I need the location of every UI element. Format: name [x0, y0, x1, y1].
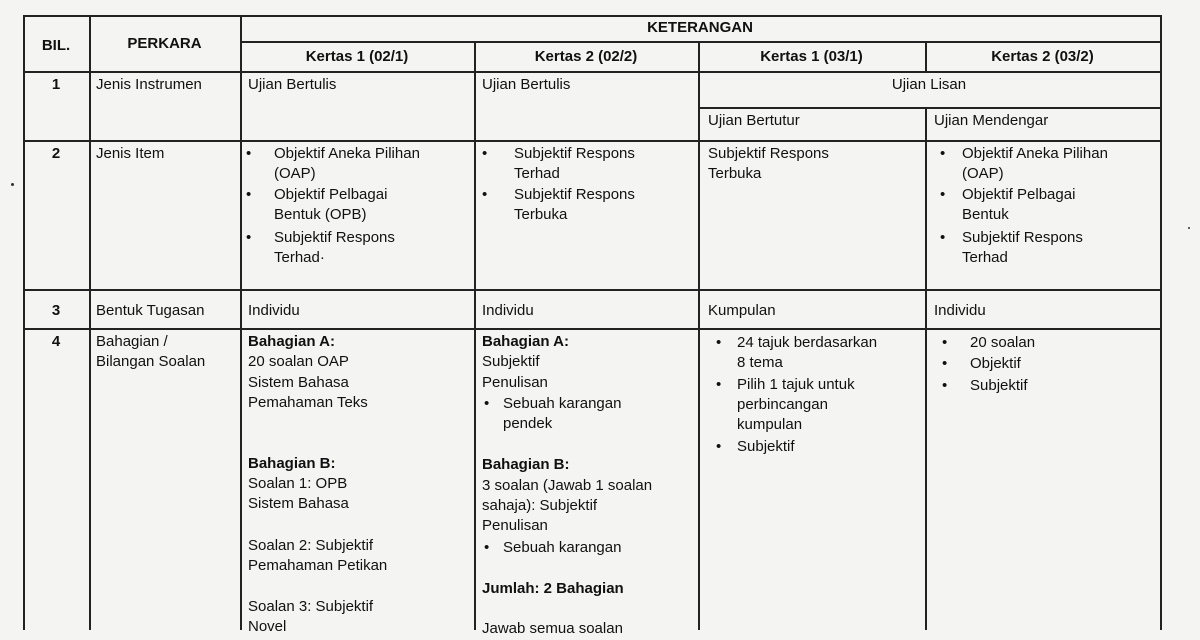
row4-k1-s2-line1: Soalan 2: Subjektif [248, 537, 374, 554]
row2-k1-item2-line2: Bentuk (OPB) [274, 206, 367, 223]
row1-bertutur: Ujian Bertutur [708, 112, 800, 129]
row1-perkara: Jenis Instrumen [96, 76, 202, 93]
keterangan-divider [240, 41, 1160, 43]
scan-speck [11, 183, 14, 186]
k1-col-border-top [474, 41, 476, 630]
row2-k4-item1-line2: (OAP) [962, 165, 1004, 182]
row1-lisan: Ujian Lisan [891, 76, 967, 93]
row2-k4-item3-line1: Subjektif Respons [962, 229, 1083, 246]
row4-k1-s3-line1: Soalan 3: Subjektif [248, 598, 374, 615]
row1-bottom-border [23, 140, 1160, 142]
row3-k1: Individu [248, 302, 300, 319]
row2-k4-item2-line1: Objektif Pelbagai [962, 186, 1076, 203]
lisan-divider [698, 107, 1160, 109]
header-col-k2: Kertas 2 (02/2) [534, 48, 638, 65]
table-top-border [23, 15, 1160, 17]
row4-k2-tail: Jawab semua soalan [482, 620, 623, 637]
header-perkara: PERKARA [127, 35, 202, 52]
row2-k2-item1-line2: Terhad [514, 165, 560, 182]
row3-perkara: Bentuk Tugasan [96, 302, 205, 319]
row2-k1-item3-line1: Subjektif Respons [274, 229, 395, 246]
row4-k4-item3: Subjektif [970, 377, 1028, 394]
bullet-icon: • [940, 145, 946, 162]
row4-k3-item2-line1: Pilih 1 tajuk untuk [737, 376, 855, 393]
header-bottom-border [23, 71, 1160, 73]
row4-k1-b-head: Bahagian B: [248, 455, 336, 472]
k3-col-border-body [925, 107, 927, 630]
row4-k3-item2-line3: kumpulan [737, 416, 803, 433]
bullet-icon: • [942, 355, 948, 372]
row4-k2-a-bullet-line2: pendek [503, 415, 553, 432]
row1-k1: Ujian Bertulis [248, 76, 337, 93]
bullet-icon: • [482, 145, 488, 162]
row4-k2-a-line2: Penulisan [482, 374, 548, 391]
row2-number: 2 [51, 145, 61, 162]
row4-k3-item3-line1: Subjektif [737, 438, 795, 455]
bullet-icon: • [942, 334, 948, 351]
row4-k1-a-line3: Pemahaman Teks [248, 394, 368, 411]
bullet-icon: • [716, 438, 722, 455]
row4-k2-a-bullet-line1: Sebuah karangan [503, 395, 622, 412]
row4-k4-item2: Objektif [970, 355, 1021, 372]
row4-number: 4 [51, 333, 61, 350]
table-right-border [1160, 15, 1162, 630]
table-left-border [23, 15, 25, 630]
row4-k1-a-line1: 20 soalan OAP [248, 353, 349, 370]
row4-k1-b-line2: Sistem Bahasa [248, 495, 349, 512]
row4-k4-item1: 20 soalan [970, 334, 1036, 351]
row2-k1-item1-line2: (OAP) [274, 165, 316, 182]
row2-bottom-border [23, 289, 1160, 291]
row4-k2-b-line1: 3 soalan (Jawab 1 soalan [482, 477, 653, 494]
bullet-icon: • [484, 395, 490, 412]
bullet-icon: • [246, 145, 252, 162]
row1-number: 1 [51, 76, 61, 93]
row2-k4-item2-line2: Bentuk [962, 206, 1009, 223]
row4-k2-b-line2: sahaja): Subjektif [482, 497, 598, 514]
k2-col-border-top [698, 41, 700, 630]
bil-col-border [89, 15, 91, 630]
row2-k1-item3-line2: Terhad· [274, 249, 325, 266]
row2-k3-line1: Subjektif Respons [708, 145, 829, 162]
row1-mendengar: Ujian Mendengar [934, 112, 1049, 129]
header-col-k3: Kertas 1 (03/1) [760, 48, 863, 65]
row4-k3-item1-line1: 24 tajuk berdasarkan [737, 334, 878, 351]
row4-perkara-line2: Bilangan Soalan [96, 353, 206, 370]
row4-k1-a-line2: Sistem Bahasa [248, 374, 349, 391]
bullet-icon: • [246, 229, 252, 246]
row2-k4-item3-line2: Terhad [962, 249, 1008, 266]
row4-perkara-line1: Bahagian / [96, 333, 168, 350]
scan-speck [1188, 227, 1190, 229]
row2-perkara: Jenis Item [96, 145, 165, 162]
row4-k3-item1-line2: 8 tema [737, 354, 783, 371]
row2-k1-item1-line1: Objektif Aneka Pilihan [274, 145, 420, 162]
bullet-icon: • [716, 376, 722, 393]
bullet-icon: • [484, 539, 490, 556]
row4-k2-b-line3: Penulisan [482, 517, 548, 534]
row4-k1-s3-line2: Novel [248, 618, 287, 635]
bullet-icon: • [940, 229, 946, 246]
row4-k2-b-bullet: Sebuah karangan [503, 539, 622, 556]
perkara-col-border [240, 15, 242, 630]
header-col-k4: Kertas 2 (03/2) [991, 48, 1094, 65]
bullet-icon: • [940, 186, 946, 203]
bullet-icon: • [942, 377, 948, 394]
row3-k3: Kumpulan [708, 302, 776, 319]
row2-k2-item1-line1: Subjektif Respons [514, 145, 635, 162]
row4-k2-a-head: Bahagian A: [482, 333, 569, 350]
row4-k3-item2-line2: perbincangan [737, 396, 828, 413]
bullet-icon: • [246, 186, 252, 203]
row4-k1-s2-line2: Pemahaman Petikan [248, 557, 388, 574]
row3-bottom-border [23, 328, 1160, 330]
row4-k2-a-line1: Subjektif [482, 353, 540, 370]
header-bil: BIL. [41, 37, 71, 54]
row2-k4-item1-line1: Objektif Aneka Pilihan [962, 145, 1108, 162]
row4-k1-a-head: Bahagian A: [248, 333, 335, 350]
header-keterangan: KETERANGAN [647, 19, 753, 36]
bullet-icon: • [482, 186, 488, 203]
row1-k2: Ujian Bertulis [482, 76, 571, 93]
header-col-k1: Kertas 1 (02/1) [305, 48, 409, 65]
bullet-icon: • [716, 334, 722, 351]
row4-k1-b-line1: Soalan 1: OPB [248, 475, 348, 492]
row3-k4: Individu [934, 302, 986, 319]
row2-k2-item2-line1: Subjektif Respons [514, 186, 635, 203]
row3-number: 3 [51, 302, 61, 319]
row4-k2-b-head: Bahagian B: [482, 456, 570, 473]
row4-k2-jumlah: Jumlah: 2 Bahagian [482, 580, 624, 597]
row3-k2: Individu [482, 302, 534, 319]
row2-k1-item2-line1: Objektif Pelbagai [274, 186, 388, 203]
row2-k3-line2: Terbuka [708, 165, 762, 182]
row2-k2-item2-line2: Terbuka [514, 206, 568, 223]
